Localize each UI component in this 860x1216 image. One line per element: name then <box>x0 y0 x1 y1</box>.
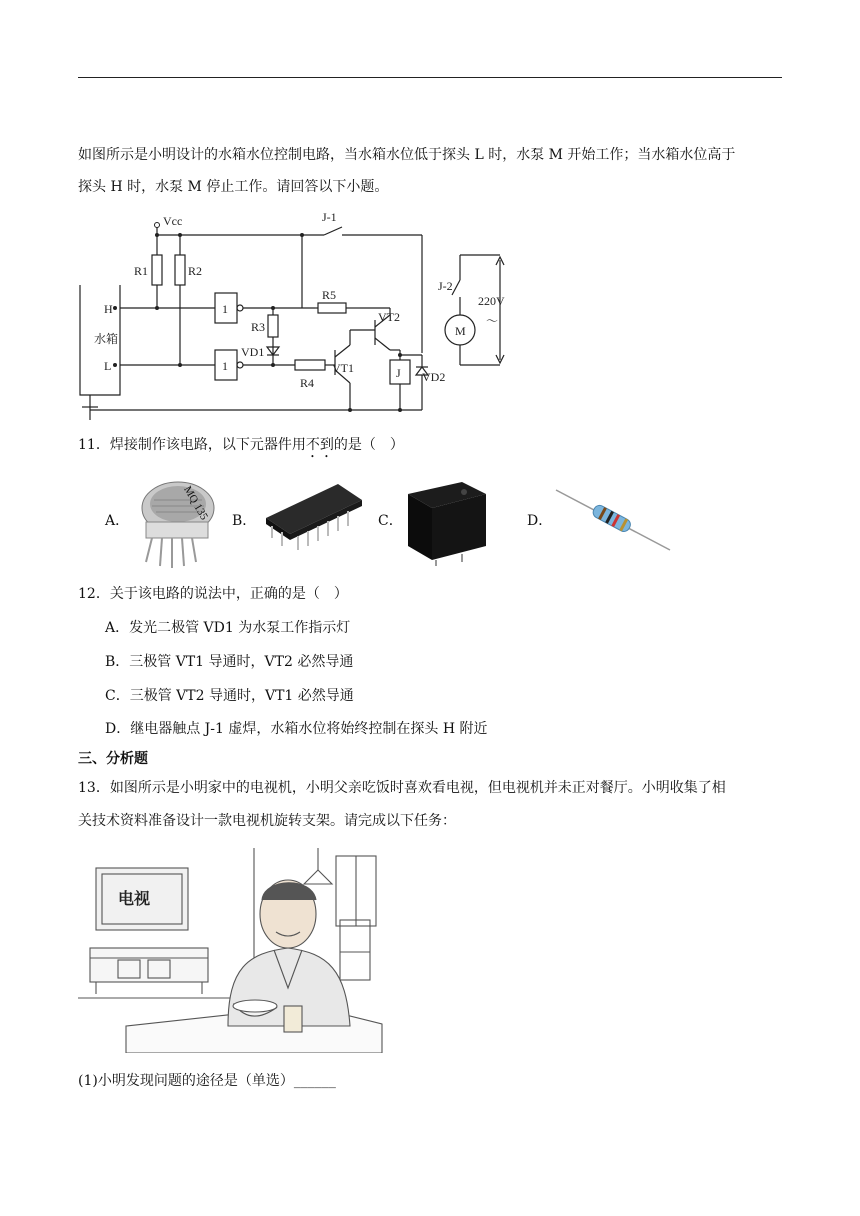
q13-subquestion-1: (1)小明发现问题的途径是（单选）______ <box>78 1073 336 1089</box>
q12-option-a[interactable]: A．发光二极管 VD1 为水泵工作指示灯 <box>105 620 351 636</box>
label-l: L <box>104 359 112 373</box>
q12-option-d[interactable]: D．继电器触点 J-1 虚焊，水箱水位将始终控制在探头 H 附近 <box>105 721 488 737</box>
tv-label: 电视 <box>118 891 151 908</box>
intro-line-2: 探头 H 时，水泵 M 停止工作。请回答以下小题。 <box>78 179 389 195</box>
label-r1: R1 <box>134 264 149 278</box>
sensor-label: MQ 135 <box>181 484 211 523</box>
label-vt2: VT2 <box>378 310 400 324</box>
header-rule <box>78 77 782 78</box>
q12-option-b[interactable]: B．三极管 VT1 导通时，VT2 必然导通 <box>105 654 354 670</box>
label-r2: R2 <box>188 264 203 278</box>
q13-line-1: 13．如图所示是小明家中的电视机，小明父亲吃饭时喜欢看电视，但电视机并未正对餐厅。小明收集了相 <box>78 780 726 796</box>
q11-option-b[interactable]: B． <box>232 513 257 529</box>
label-vt1: VT1 <box>332 361 354 375</box>
label-ac: ～ <box>486 314 499 328</box>
q12-stem: 12．关于该电路的说法中，正确的是（ ） <box>78 586 348 602</box>
label-j1: J-1 <box>322 210 337 224</box>
q12-option-c[interactable]: C．三极管 VT2 导通时，VT1 必然导通 <box>105 688 354 704</box>
dining-scene-illustration <box>78 848 383 1053</box>
label-r5: R5 <box>322 288 337 302</box>
label-gate2: 1 <box>222 359 228 373</box>
q11-option-d[interactable]: D． <box>527 513 553 529</box>
label-vd1: VD1 <box>241 345 265 359</box>
label-vcc: Vcc <box>163 214 183 228</box>
relay-image <box>404 476 488 566</box>
label-h: H <box>104 302 113 316</box>
intro-line-1: 如图所示是小明设计的水箱水位控制电路，当水箱水位低于探头 L 时，水泵 M 开始工作；当水箱水位高于 <box>78 147 736 163</box>
label-vd2: VD2 <box>422 370 446 384</box>
resistor-image <box>554 484 672 554</box>
ic-chip-image <box>258 478 368 558</box>
section-heading: 三、分析题 <box>78 751 148 767</box>
label-r4: R4 <box>300 376 315 390</box>
q13-line-2: 关技术资料准备设计一款电视机旋转支架。请完成以下任务： <box>78 813 456 829</box>
q11-stem: 11．焊接制作该电路，以下元器件用不到的是（ ） <box>78 437 404 453</box>
q11-option-a[interactable]: A． <box>105 513 130 529</box>
label-j2: J-2 <box>438 279 453 293</box>
gas-sensor-image <box>128 470 228 570</box>
label-voltage: 220V <box>478 294 505 308</box>
label-gate1: 1 <box>222 302 228 316</box>
label-r3: R3 <box>251 320 266 334</box>
label-motor: M <box>455 324 466 338</box>
label-tank: 水箱 <box>94 332 119 346</box>
label-j: J <box>396 366 401 380</box>
circuit-diagram <box>60 205 520 425</box>
q11-option-c[interactable]: C． <box>378 513 403 529</box>
